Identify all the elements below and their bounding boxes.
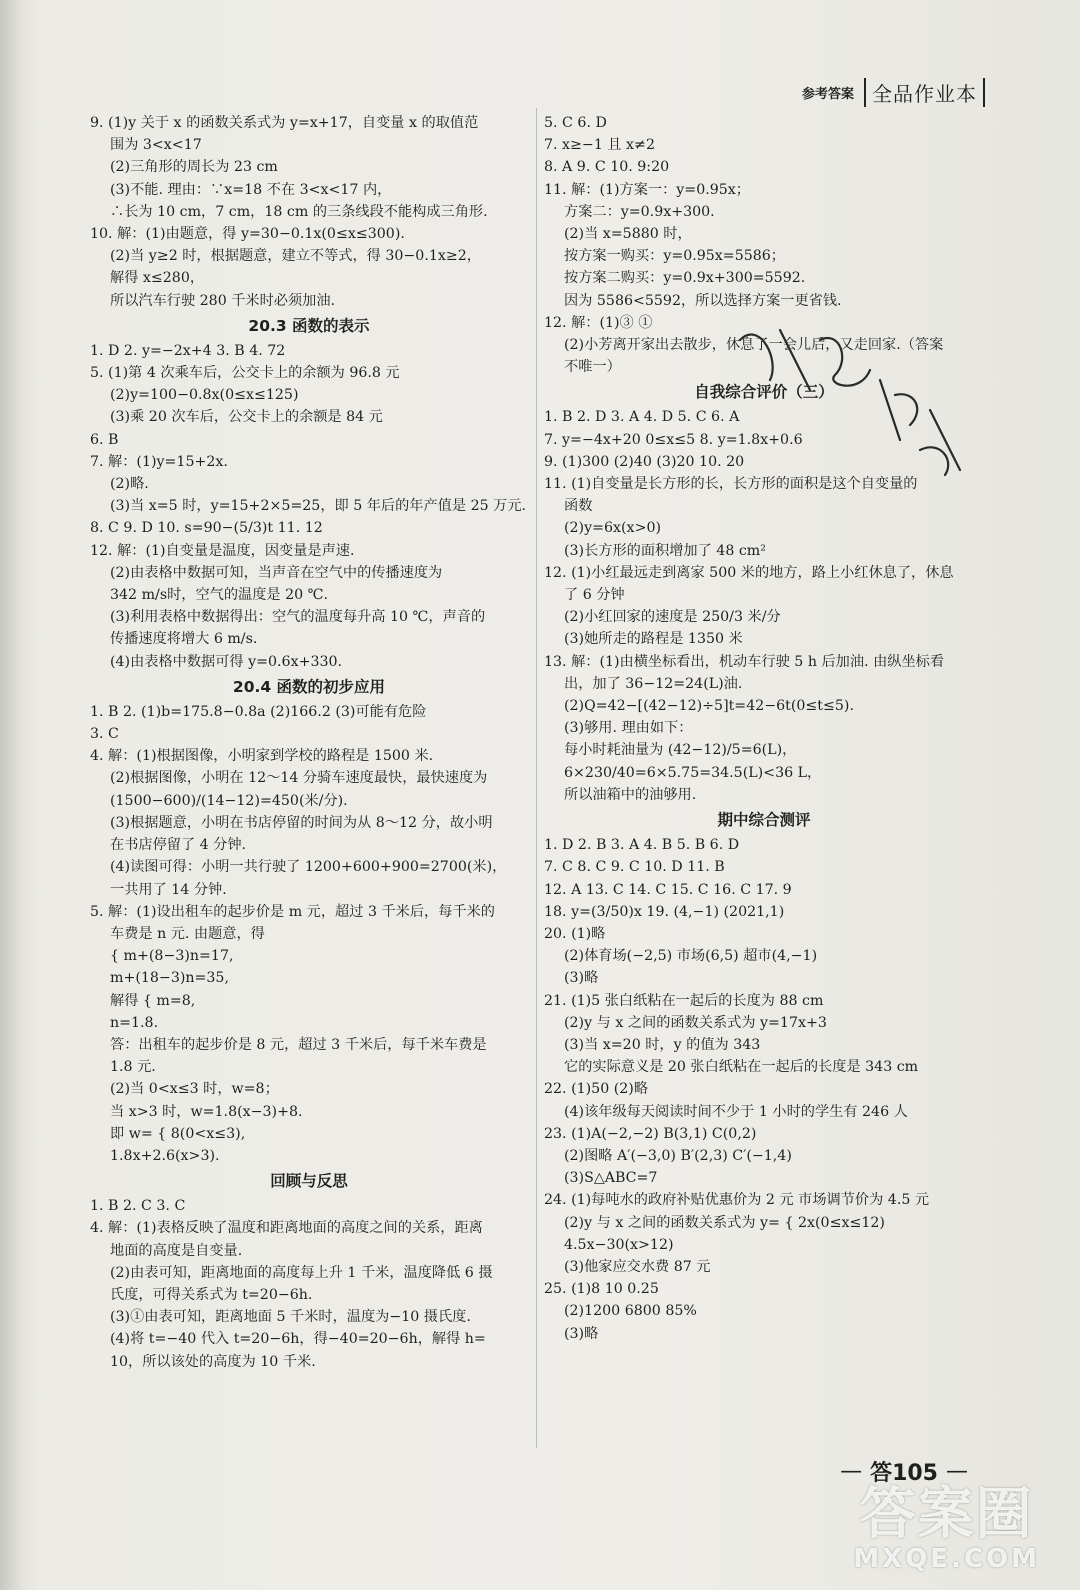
answer-line: 342 m/s时，空气的温度是 20 ℃. — [110, 587, 329, 604]
section-title: 期中综合测评 — [717, 811, 811, 830]
section-title: 自我综合评价（三） — [694, 383, 834, 402]
answer-line: 1. D 2. B 3. A 4. B 5. B 6. D — [544, 837, 740, 854]
answer-line: 13. 解：(1)由横坐标看出，机动车行驶 5 h 后加油. 由纵坐标看 — [544, 653, 945, 670]
answer-line: (3)根据题意，小明在书店停留的时间为从 8～12 分，故小明 — [110, 814, 493, 831]
answer-line: (4)由表格中数据可得 y=0.6x+330. — [110, 653, 343, 670]
answer-line: 21. (1)5 张白纸粘在一起后的长度为 88 cm — [544, 992, 824, 1009]
answer-line: 1. D 2. y=−2x+4 3. B 4. 72 — [90, 342, 286, 359]
answer-line: 12. 解：(1)自变量是温度，因变量是声速. — [90, 542, 355, 559]
answer-line: 函数 — [564, 498, 593, 515]
answer-line: (2)当 y≥2 时，根据题意，建立不等式，得 30−0.1x≥2， — [110, 248, 481, 265]
answer-line: (2)根据图像，小明在 12～14 分骑车速度最快，最快速度为 — [110, 770, 488, 787]
answer-line: 地面的高度是自变量. — [110, 1242, 243, 1259]
answer-line: (4)该年级每天阅读时间不少于 1 小时的学生有 246 人 — [564, 1103, 908, 1120]
answer-line: 当 x>3 时，w=1.8(x−3)+8. — [110, 1103, 303, 1120]
section-title: 20.4 函数的初步应用 — [232, 677, 386, 696]
answer-line: 4.5x−30(x>12) — [564, 1236, 674, 1253]
header-brand: 全品作业本 — [864, 78, 985, 107]
answer-line: (2)当 x=5880 时， — [564, 226, 692, 243]
answer-line: 按方案二购买：y=0.9x+300=5592. — [564, 270, 806, 287]
answer-line: 7. x≥−1 且 x≠2 — [544, 137, 655, 154]
answer-line: (3)不能. 理由：∵x=18 不在 3<x<17 内， — [110, 181, 392, 198]
answer-line: 12. A 13. C 14. C 15. C 16. C 17. 9 — [544, 881, 792, 898]
answer-line: (3)够用. 理由如下： — [564, 720, 693, 737]
answer-line: n=1.8. — [110, 1014, 159, 1031]
answer-line: 了 6 分钟 — [564, 587, 625, 604]
page-number: 答105 — [870, 1461, 938, 1486]
answer-line: 氏度，可得关系式为 t=20−6h. — [110, 1286, 313, 1303]
answer-line: (2)y=6x(x>0) — [564, 520, 662, 537]
answer-line: (2)图略 A′(−3,0) B′(2,3) C′(−1,4) — [564, 1147, 792, 1164]
answer-line: 10. 解：(1)由题意，得 y=30−0.1x(0≤x≤300). — [90, 226, 405, 243]
answer-line: 它的实际意义是 20 张白纸粘在一起后的长度是 343 cm — [564, 1059, 919, 1076]
answer-line: 每小时耗油量为 (42−12)/5=6(L)， — [564, 742, 797, 759]
answer-line: 9. (1)300 (2)40 (3)20 10. 20 — [544, 453, 745, 470]
answer-line: 解得 { m=8, — [110, 992, 196, 1009]
answer-line: (3)当 x=5 时，y=15+2×5=25，即 5 年后的年产值是 25 万元. — [110, 498, 527, 515]
column-divider — [536, 108, 537, 1448]
section-title: 20.3 函数的表示 — [248, 316, 370, 335]
answer-line: ∴长为 10 cm，7 cm，18 cm 的三条线段不能构成三角形. — [110, 203, 488, 220]
answer-line: m+(18−3)n=35, — [110, 970, 229, 987]
answer-line: 即 w= { 8(0<x≤3), — [110, 1125, 246, 1142]
answer-line: 7. y=−4x+20 0≤x≤5 8. y=1.8x+0.6 — [544, 431, 803, 448]
answer-line: (3)他家应交水费 87 元 — [564, 1258, 711, 1275]
left-column — [90, 112, 528, 1373]
answer-line: 1. B 2. D 3. A 4. D 5. C 6. A — [544, 409, 740, 426]
answer-line: (2)由表格中数据可知，当声音在空气中的传播速度为 — [110, 564, 443, 581]
answer-line: 6×230/40=6×5.75=34.5(L)<36 L， — [564, 764, 822, 781]
answer-line: 1. B 2. C 3. C — [90, 1198, 186, 1215]
answer-line: (2)略. — [110, 476, 149, 493]
answer-line: 1.8 元. — [110, 1059, 156, 1076]
header-ref: 参考答案 — [801, 87, 854, 102]
answer-line: (3)她所走的路程是 1350 米 — [564, 631, 743, 648]
answer-line: 5. (1)第 4 次乘车后，公交卡上的余额为 96.8 元 — [90, 365, 400, 382]
answer-line: { m+(8−3)n=17, — [110, 948, 234, 965]
answer-line: 12. 解：(1)③ ① — [544, 314, 653, 331]
section-title: 回顾与反思 — [270, 1172, 348, 1191]
answer-line: 6. B — [90, 431, 119, 448]
answer-line: (3)略 — [564, 970, 599, 987]
watermark-logo — [853, 1482, 1040, 1574]
answer-line: (4)读图可得：小明一共行驶了 1200+600+900=2700(米)， — [110, 859, 507, 876]
answer-line: 一共用了 14 分钟. — [110, 881, 227, 898]
answer-line: 答：出租车的起步价是 8 元，超过 3 千米后，每千米车费是 — [110, 1036, 487, 1053]
watermark-title: 答案圈 — [859, 1482, 1034, 1547]
answer-line: 11. 解：(1)方案一：y=0.95x； — [544, 181, 750, 198]
answer-line: 8. C 9. D 10. s=90−(5/3)t 11. 12 — [90, 520, 323, 537]
answer-line: (3)长方形的面积增加了 48 cm² — [564, 542, 766, 559]
answer-line: (3)利用表格中数据得出：空气的温度每升高 10 ℃，声音的 — [110, 609, 486, 626]
answer-line: 4. 解：(1)表格反映了温度和距离地面的高度之间的关系，距离 — [90, 1220, 483, 1237]
answer-line: 所以汽车行驶 280 千米时必须加油. — [110, 292, 336, 309]
answer-line: 所以油箱中的油够用. — [564, 786, 697, 803]
answer-line: 4. 解：(1)根据图像，小明家到学校的路程是 1500 米. — [90, 748, 434, 765]
answer-line: (4)将 t=−40 代入 t=20−6h，得−40=20−6h，解得 h= — [110, 1331, 486, 1348]
answer-line: (2)体育场(−2,5) 市场(6,5) 超市(4,−1) — [564, 948, 818, 965]
page-header — [802, 78, 985, 107]
answer-line: 9. (1)y 关于 x 的函数关系式为 y=x+17，自变量 x 的取值范 — [90, 115, 479, 131]
answer-line: 按方案一购买：y=0.95x=5586； — [564, 248, 785, 265]
answer-line: 11. (1)自变量是长方形的长，长方形的面积是这个自变量的 — [544, 476, 918, 493]
answer-line: 7. C 8. C 9. C 10. D 11. B — [544, 859, 725, 876]
answer-line: (3)略 — [564, 1325, 599, 1342]
answer-line: (2)y 与 x 之间的函数关系式为 y=17x+3 — [564, 1014, 827, 1031]
answer-line: 20. (1)略 — [544, 925, 606, 942]
answer-line: (2)y 与 x 之间的函数关系式为 y= { 2x(0≤x≤12) — [564, 1214, 885, 1231]
answer-line: 10，所以该处的高度为 10 千米. — [110, 1353, 316, 1370]
answer-line: 23. (1)A(−2,−2) B(3,1) C(0,2) — [544, 1125, 757, 1142]
answer-line: 3. C — [90, 726, 119, 743]
answer-line: (3)①由表可知，距离地面 5 千米时，温度为−10 摄氏度. — [110, 1309, 471, 1326]
answer-line: 18. y=(3/50)x 19. (4,−1) (2021,1) — [544, 903, 785, 920]
answer-line: 25. (1)8 10 0.25 — [544, 1281, 659, 1298]
answer-line: 22. (1)50 (2)略 — [544, 1081, 649, 1098]
watermark-url: MXQE.COM — [853, 1544, 1040, 1574]
answer-line: (2)小红回家的速度是 250/3 米/分 — [564, 609, 781, 626]
answer-line: 在书店停留了 4 分钟. — [110, 837, 247, 854]
answer-line: (3)当 x=20 时，y 的值为 343 — [564, 1036, 761, 1053]
answer-line: 解得 x≤280， — [110, 270, 205, 287]
answer-line: (2)y=100−0.8x(0≤x≤125) — [110, 387, 299, 404]
answer-line: (2)由表可知，距离地面的高度每上升 1 千米，温度降低 6 摄 — [110, 1264, 493, 1281]
answer-line: (3)S△ABC=7 — [564, 1170, 658, 1187]
answer-line: 因为 5586<5592，所以选择方案一更省钱. — [564, 292, 842, 309]
answer-line: (2)三角形的周长为 23 cm — [110, 159, 278, 176]
footer-dash-left: — — [840, 1459, 863, 1484]
answer-line: 12. (1)小红最远走到离家 500 米的地方，路上小红休息了，休息 — [544, 564, 954, 581]
answer-line: (2)Q=42−[(42−12)÷5]t=42−6t(0≤t≤5). — [564, 698, 854, 715]
answer-line: 方案二：y=0.9x+300. — [564, 203, 715, 220]
answer-line: 传播速度将增大 6 m/s. — [110, 631, 258, 648]
answer-line: 车费是 n 元. 由题意，得 — [110, 925, 265, 942]
answer-line: 5. C 6. D — [544, 115, 607, 131]
answer-line: (1500−600)/(14−12)=450(米/分). — [110, 792, 348, 809]
answer-line: 1.8x+2.6(x>3). — [110, 1147, 220, 1164]
answer-line: (2)1200 6800 85% — [564, 1303, 697, 1320]
answer-line: 1. B 2. (1)b=175.8−0.8a (2)166.2 (3)可能有危险 — [90, 703, 427, 720]
answer-line: 5. 解：(1)设出租车的起步价是 m 元，超过 3 千米后，每千米的 — [90, 903, 495, 920]
handwriting-scribble — [720, 300, 980, 480]
answer-line: 8. A 9. C 10. 9:20 — [544, 159, 670, 176]
footer-dash-right: — — [946, 1459, 968, 1484]
right-column — [544, 112, 984, 1345]
answer-line: 围为 3<x<17 — [110, 137, 202, 154]
answer-line: 出，加了 36−12=24(L)油. — [564, 675, 743, 692]
answer-line: 不唯一） — [564, 359, 621, 376]
book-spine — [0, 0, 22, 1590]
answer-line: (2)当 0<x≤3 时，w=8； — [110, 1081, 279, 1098]
answer-line: 7. 解：(1)y=15+2x. — [90, 453, 228, 470]
answer-line: 24. (1)每吨水的政府补贴优惠价为 2 元 市场调节价为 4.5 元 — [544, 1192, 930, 1209]
answer-line: (3)乘 20 次车后，公交卡上的余额是 84 元 — [110, 409, 383, 426]
answer-line: (2)小芳离开家出去散步，休息了一会儿后，又走回家.（答案 — [564, 337, 944, 354]
